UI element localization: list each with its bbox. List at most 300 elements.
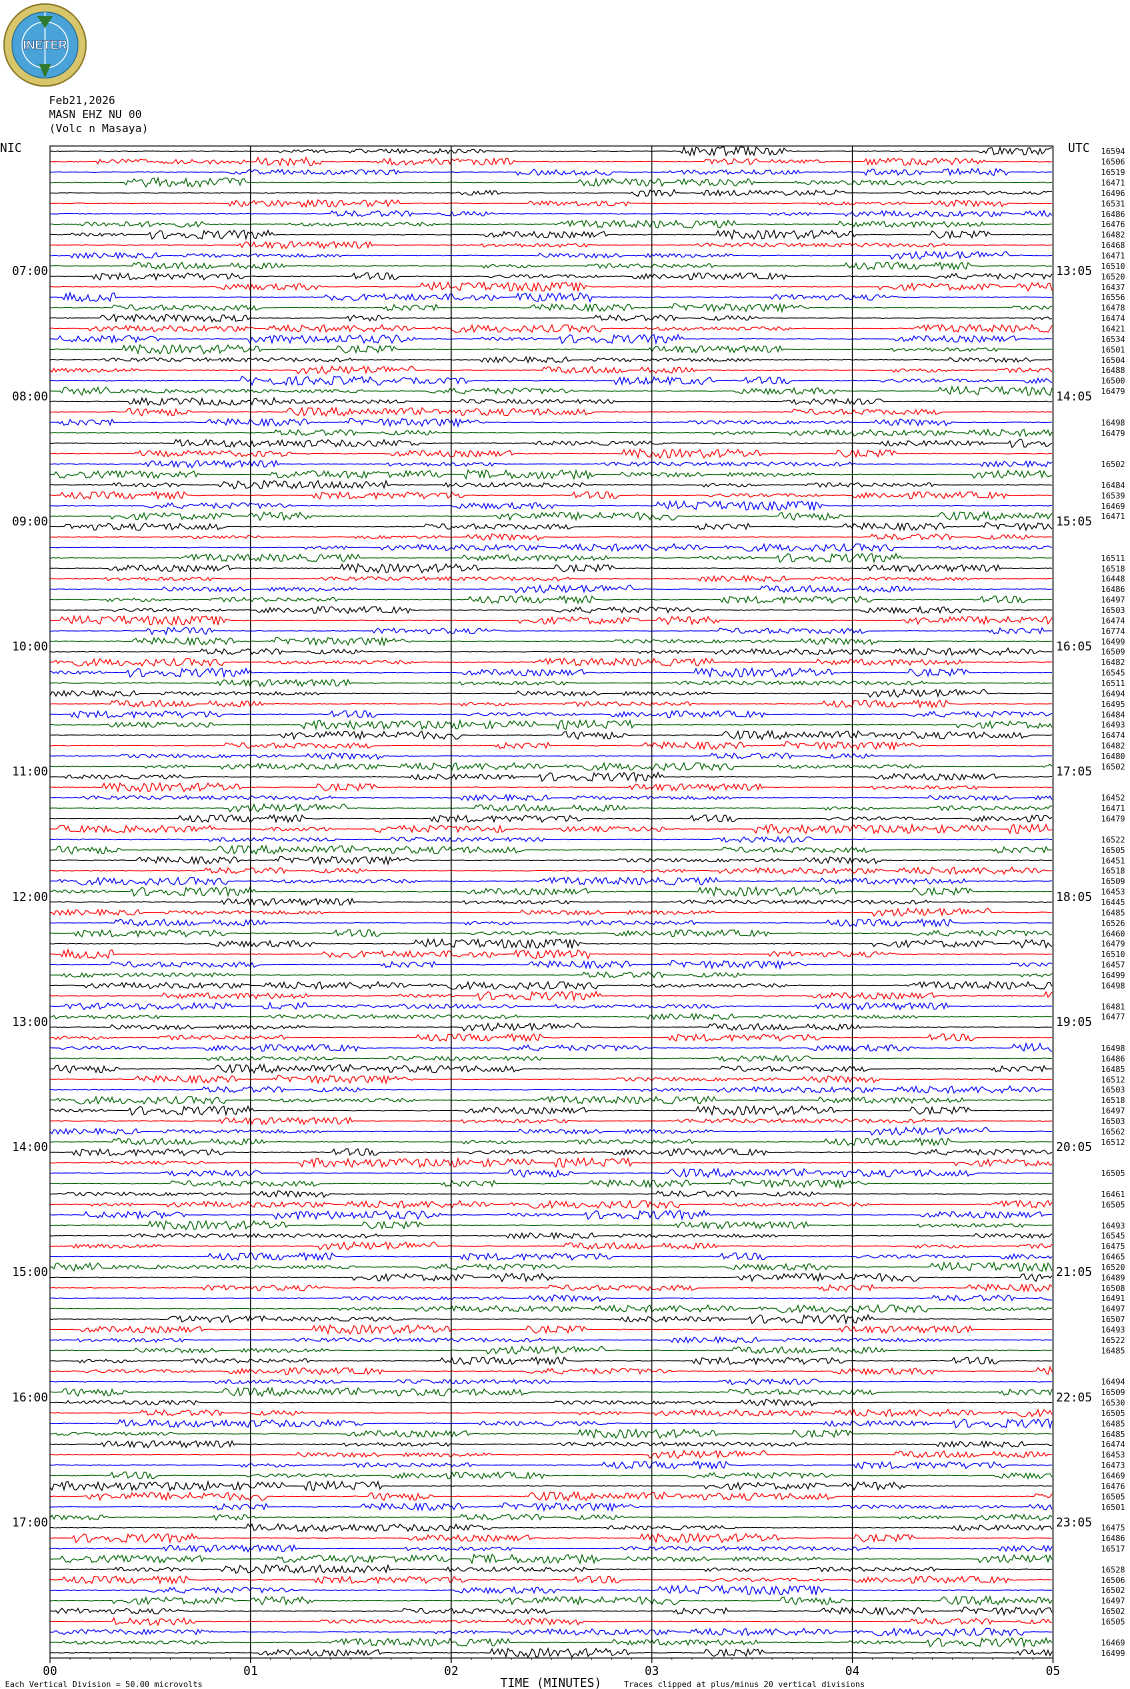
utc-hour-label: 22:05	[1056, 1390, 1093, 1405]
utc-hour-label: 23:05	[1056, 1515, 1093, 1530]
trace-row	[50, 856, 1052, 864]
row-count-label: 16460	[1101, 929, 1126, 939]
trace-row	[50, 815, 1052, 822]
utc-hour-label: 14:05	[1056, 389, 1093, 404]
row-count-label: 16539	[1101, 491, 1126, 501]
traces-group	[50, 147, 1052, 1657]
row-count-label: 16496	[1101, 188, 1126, 198]
row-count-label: 16507	[1101, 1315, 1126, 1325]
trace-row	[50, 950, 1052, 959]
row-count-label: 16474	[1101, 616, 1126, 626]
trace-row	[50, 470, 1052, 479]
trace-row	[50, 314, 1052, 321]
row-count-label: 16469	[1101, 1471, 1126, 1481]
trace-row	[50, 1648, 1052, 1657]
trace-row	[50, 1399, 1052, 1406]
trace-row	[50, 585, 1052, 593]
trace-row	[50, 1492, 1052, 1501]
row-count-label: 16505	[1101, 1492, 1126, 1502]
row-count-label: 16526	[1101, 918, 1126, 928]
trace-row	[50, 887, 1052, 896]
trace-row	[50, 273, 1052, 280]
nic-hour-label: 15:00	[12, 1265, 49, 1280]
row-count-label: 16485	[1101, 1064, 1126, 1074]
trace-row	[50, 1409, 1052, 1416]
row-count-label: 16489	[1101, 1273, 1126, 1283]
trace-row	[50, 1534, 1052, 1543]
row-count-label: 16499	[1101, 1648, 1126, 1658]
row-count-label: 16479	[1101, 939, 1126, 949]
row-count-label: 16509	[1101, 647, 1126, 657]
row-count-label: 16474	[1101, 731, 1126, 741]
row-count-label: 16774	[1101, 626, 1126, 636]
row-count-label: 16485	[1101, 1346, 1126, 1356]
trace-row	[50, 512, 1052, 521]
trace-row	[50, 169, 1052, 176]
trace-row	[50, 961, 1052, 969]
x-tick-label: 01	[243, 1664, 258, 1678]
nic-hour-label: 11:00	[12, 764, 49, 779]
trace-row	[50, 1086, 1052, 1093]
trace-row	[50, 783, 1052, 792]
trace-row	[50, 1233, 1052, 1239]
row-count-label: 16497	[1101, 1596, 1126, 1606]
row-count-label: 16512	[1101, 1137, 1126, 1147]
row-count-label: 16457	[1101, 960, 1126, 970]
trace-row	[50, 366, 1052, 374]
trace-row	[50, 1242, 1052, 1250]
trace-row	[50, 930, 1052, 937]
trace-row	[50, 1263, 1052, 1272]
trace-row	[50, 190, 1052, 197]
row-count-label: 16480	[1101, 752, 1126, 762]
trace-row	[50, 616, 1052, 625]
trace-row	[50, 1367, 1052, 1375]
row-count-label: 16531	[1101, 199, 1126, 209]
row-count-label: 16511	[1101, 553, 1126, 563]
row-count-label: 16477	[1101, 1012, 1126, 1022]
trace-row	[50, 345, 1052, 354]
utc-hour-label: 20:05	[1056, 1140, 1093, 1155]
row-count-label: 16445	[1101, 898, 1126, 907]
trace-row	[50, 1305, 1052, 1312]
row-count-label: 16502	[1101, 1607, 1126, 1617]
row-count-label: 16486	[1101, 1534, 1126, 1544]
nic-hour-label: 12:00	[12, 889, 49, 904]
row-count-label: 16504	[1101, 355, 1126, 365]
row-count-label: 16509	[1101, 1388, 1126, 1398]
row-count-label: 16494	[1101, 1377, 1126, 1387]
row-count-label: 16479	[1101, 387, 1126, 397]
row-count-label: 16488	[1101, 366, 1126, 376]
trace-row	[50, 1514, 1052, 1520]
trace-row	[50, 1106, 1052, 1115]
row-count-label: 16482	[1101, 658, 1126, 668]
row-count-label: 16511	[1101, 679, 1126, 689]
trace-row	[50, 908, 1052, 916]
row-count-label: 16474	[1101, 1440, 1126, 1450]
trace-row	[50, 804, 1052, 812]
labels-group	[0, 141, 1125, 1689]
trace-row	[50, 1044, 1052, 1052]
utc-hour-label: 15:05	[1056, 514, 1093, 529]
row-count-label: 16501	[1101, 345, 1126, 355]
trace-row	[50, 282, 1052, 291]
trace-row	[50, 1419, 1052, 1428]
row-count-label: 16502	[1101, 1586, 1126, 1596]
trace-row	[50, 1034, 1052, 1041]
trace-row	[50, 731, 1052, 740]
trace-row	[50, 1284, 1052, 1291]
trace-row	[50, 596, 1052, 603]
utc-hour-label: 18:05	[1056, 889, 1093, 904]
row-count-label: 16486	[1101, 209, 1126, 219]
trace-row	[50, 554, 1052, 563]
row-count-label: 16562	[1101, 1127, 1126, 1137]
trace-row	[50, 1003, 1052, 1010]
row-count-label: 16469	[1101, 501, 1126, 511]
row-count-label: 16475	[1101, 1523, 1126, 1533]
row-count-label: 16453	[1101, 887, 1126, 897]
trace-row	[50, 939, 1052, 948]
row-count-label: 16485	[1101, 1419, 1126, 1429]
trace-row	[50, 1274, 1052, 1282]
row-count-label: 16520	[1101, 1262, 1126, 1272]
trace-row	[50, 637, 1052, 645]
trace-row	[50, 1253, 1052, 1260]
trace-row	[50, 230, 1052, 239]
trace-row	[50, 773, 1052, 782]
row-count-label: 16498	[1101, 1043, 1126, 1053]
trace-row	[50, 1096, 1052, 1104]
scale-note: Each Vertical Division = 50.00 microvolts	[5, 1680, 203, 1689]
trace-row	[50, 919, 1052, 926]
row-count-label: 16517	[1101, 1544, 1126, 1554]
trace-row	[50, 211, 1052, 217]
trace-row	[50, 325, 1052, 333]
row-count-label: 16505	[1101, 1200, 1126, 1210]
row-count-label: 16522	[1101, 835, 1126, 845]
row-count-label: 16493	[1101, 720, 1126, 730]
row-count-label: 16519	[1101, 168, 1126, 178]
row-count-label: 16545	[1101, 668, 1126, 678]
trace-row	[50, 1596, 1052, 1605]
utc-hour-label: 21:05	[1056, 1265, 1093, 1280]
trace-row	[50, 376, 1052, 385]
trace-row	[50, 689, 1052, 697]
trace-row	[50, 262, 1052, 269]
trace-row	[50, 251, 1052, 259]
trace-row	[50, 1618, 1052, 1625]
trace-row	[50, 408, 1052, 416]
row-count-label: 16461	[1101, 1189, 1126, 1199]
trace-row	[50, 398, 1052, 405]
trace-row	[50, 742, 1052, 750]
row-count-label: 16479	[1101, 814, 1126, 824]
trace-row	[50, 220, 1052, 228]
trace-row	[50, 1388, 1052, 1396]
trace-row	[50, 1158, 1052, 1167]
row-count-label: 16503	[1101, 1085, 1126, 1095]
trace-row	[50, 564, 1052, 573]
station-label: MASN EHZ NU 00	[49, 108, 142, 121]
row-count-label: 16465	[1101, 1252, 1126, 1262]
row-count-label: 16484	[1101, 710, 1126, 720]
trace-row	[50, 658, 1052, 666]
nic-hour-label: 13:00	[12, 1014, 49, 1029]
trace-row	[50, 720, 1052, 729]
trace-row	[50, 1065, 1052, 1073]
trace-row	[50, 1379, 1052, 1384]
row-count-label: 16437	[1101, 282, 1126, 292]
trace-row	[50, 439, 1052, 448]
trace-row	[50, 982, 1052, 990]
trace-row	[50, 1201, 1052, 1209]
row-count-label: 16510	[1101, 950, 1126, 960]
trace-row	[50, 1555, 1052, 1564]
nic-hour-label: 17:00	[12, 1515, 49, 1530]
utc-hour-label: 16:05	[1056, 639, 1093, 654]
trace-row	[50, 1149, 1052, 1156]
trace-row	[50, 1628, 1052, 1635]
row-count-label: 16494	[1101, 689, 1126, 699]
trace-row	[50, 680, 1052, 687]
trace-row	[50, 147, 1052, 156]
trace-row	[50, 972, 1052, 978]
row-count-label: 16498	[1101, 981, 1126, 991]
trace-row	[50, 1503, 1052, 1511]
trace-row	[50, 418, 1052, 426]
x-axis-label: TIME (MINUTES)	[500, 1676, 602, 1689]
trace-row	[50, 1545, 1052, 1552]
x-tick-label: 02	[443, 1664, 459, 1678]
utc-hour-label: 19:05	[1056, 1014, 1093, 1029]
trace-row	[50, 1180, 1052, 1188]
row-count-label: 16486	[1101, 585, 1126, 595]
plot-frame	[50, 146, 1053, 1663]
row-count-label: 16484	[1101, 480, 1126, 490]
trace-row	[50, 607, 1052, 614]
row-count-label: 16485	[1101, 1429, 1126, 1439]
row-count-label: 16482	[1101, 230, 1126, 240]
trace-row	[50, 1221, 1052, 1230]
utc-hour-label: 13:05	[1056, 264, 1093, 279]
trace-row	[50, 837, 1052, 842]
trace-row	[50, 523, 1052, 531]
row-count-label: 16534	[1101, 334, 1126, 344]
trace-row	[50, 1295, 1052, 1302]
trace-row	[50, 648, 1052, 655]
nic-hour-label: 07:00	[12, 264, 49, 279]
row-count-label: 16471	[1101, 804, 1126, 814]
trace-row	[50, 461, 1052, 468]
trace-row	[50, 293, 1052, 302]
trace-row	[50, 1638, 1052, 1647]
trace-row	[50, 1315, 1052, 1324]
row-count-label: 16520	[1101, 272, 1126, 282]
row-count-label: 16503	[1101, 606, 1126, 616]
trace-row	[50, 1075, 1052, 1083]
trace-row	[50, 627, 1052, 634]
x-tick-label: 00	[42, 1664, 58, 1678]
trace-row	[50, 429, 1052, 436]
row-count-label: 16469	[1101, 1638, 1126, 1648]
trace-row	[50, 1118, 1052, 1125]
trace-row	[50, 1346, 1052, 1354]
trace-row	[50, 357, 1052, 363]
row-count-label: 16476	[1101, 1481, 1126, 1491]
trace-row	[50, 1357, 1052, 1364]
row-count-label: 16502	[1101, 762, 1126, 772]
row-count-label: 16505	[1101, 1408, 1126, 1418]
row-count-label: 16479	[1101, 428, 1126, 438]
row-count-label: 16518	[1101, 564, 1126, 574]
row-count-label: 16528	[1101, 1565, 1126, 1575]
row-count-label: 16493	[1101, 1325, 1126, 1335]
row-count-label: 16594	[1101, 147, 1126, 157]
row-count-label: 16506	[1101, 157, 1126, 167]
trace-row	[50, 1565, 1052, 1573]
row-count-label: 16518	[1101, 866, 1126, 876]
row-count-label: 16503	[1101, 1116, 1126, 1126]
trace-row	[50, 1429, 1052, 1438]
row-count-label: 16448	[1101, 574, 1126, 584]
trace-row	[50, 668, 1052, 677]
trace-row	[50, 449, 1052, 458]
trace-row	[50, 1462, 1052, 1469]
row-count-label: 16493	[1101, 1221, 1126, 1231]
trace-row	[50, 1023, 1052, 1031]
row-count-label: 16474	[1101, 314, 1126, 324]
left-axis-label: NIC	[0, 141, 22, 155]
trace-row	[50, 1607, 1052, 1615]
trace-row	[50, 753, 1052, 760]
row-count-label: 16497	[1101, 595, 1126, 605]
row-count-label: 16530	[1101, 1398, 1126, 1408]
logo-text: INETER	[22, 38, 68, 52]
row-count-label: 16510	[1101, 261, 1126, 271]
trace-row	[50, 1586, 1052, 1595]
row-count-label: 16545	[1101, 1231, 1126, 1241]
row-count-label: 16421	[1101, 324, 1126, 334]
x-tick-label: 04	[845, 1664, 860, 1678]
row-count-label: 16482	[1101, 741, 1126, 751]
trace-row	[50, 387, 1052, 396]
row-count-label: 16497	[1101, 1304, 1126, 1314]
trace-row	[50, 1127, 1052, 1135]
row-count-label: 16468	[1101, 241, 1126, 251]
row-count-label: 16473	[1101, 1461, 1126, 1471]
trace-row	[50, 1441, 1052, 1448]
trace-row	[50, 335, 1052, 344]
row-count-label: 16498	[1101, 418, 1126, 428]
trace-row	[50, 492, 1052, 499]
trace-row	[50, 1169, 1052, 1177]
row-count-label: 16478	[1101, 303, 1126, 313]
trace-row	[50, 304, 1052, 312]
row-count-label: 16506	[1101, 1575, 1126, 1585]
trace-row	[50, 992, 1052, 1001]
trace-row	[50, 1524, 1052, 1532]
utc-hour-label: 17:05	[1056, 764, 1093, 779]
row-count-label: 16509	[1101, 877, 1126, 887]
trace-row	[50, 200, 1052, 207]
trace-row	[50, 899, 1052, 906]
row-count-label: 16453	[1101, 1450, 1126, 1460]
row-count-label: 16495	[1101, 699, 1126, 709]
trace-row	[50, 711, 1052, 718]
x-tick-label: 03	[644, 1664, 660, 1678]
row-count-label: 16505	[1101, 1617, 1126, 1627]
row-count-label: 16501	[1101, 1502, 1126, 1512]
row-count-label: 16451	[1101, 856, 1126, 866]
trace-row	[50, 178, 1052, 187]
trace-row	[50, 846, 1052, 855]
trace-row	[50, 481, 1052, 489]
row-count-label: 16508	[1101, 1283, 1126, 1293]
clip-note: Traces clipped at plus/minus 20 vertical divisions	[624, 1680, 865, 1689]
location-label: (Volc n Masaya)	[49, 122, 149, 135]
trace-row	[50, 867, 1052, 874]
trace-row	[50, 763, 1052, 770]
trace-row	[50, 242, 1052, 249]
row-count-label: 16512	[1101, 1075, 1126, 1085]
date-label: Feb21,2026	[49, 94, 116, 107]
trace-row	[50, 1451, 1052, 1459]
nic-hour-label: 16:00	[12, 1390, 49, 1405]
trace-row	[50, 501, 1052, 510]
nic-hour-label: 14:00	[12, 1140, 49, 1155]
trace-row	[50, 1014, 1052, 1020]
trace-row	[50, 544, 1052, 551]
trace-row	[50, 825, 1052, 834]
row-count-label: 16471	[1101, 251, 1126, 261]
row-count-label: 16502	[1101, 460, 1126, 470]
trace-row	[50, 700, 1052, 707]
x-tick-label: 05	[1045, 1664, 1061, 1678]
row-count-label: 16471	[1101, 178, 1126, 188]
trace-row	[50, 1325, 1052, 1334]
row-count-label: 16481	[1101, 1002, 1126, 1012]
row-count-label: 16556	[1101, 293, 1126, 303]
trace-row	[50, 1576, 1052, 1583]
row-count-label: 16505	[1101, 1169, 1126, 1179]
row-count-label: 16485	[1101, 908, 1126, 918]
row-count-label: 16486	[1101, 1054, 1126, 1064]
trace-row	[50, 1337, 1052, 1343]
row-count-label: 16475	[1101, 1242, 1126, 1252]
row-count-label: 16505	[1101, 845, 1126, 855]
trace-row	[50, 1481, 1052, 1490]
right-axis-label: UTC	[1068, 141, 1090, 155]
row-count-label: 16522	[1101, 1335, 1126, 1345]
trace-row	[50, 534, 1052, 541]
nic-hour-label: 09:00	[12, 514, 49, 529]
row-count-label: 16452	[1101, 793, 1126, 803]
nic-hour-label: 10:00	[12, 639, 49, 654]
trace-row	[50, 576, 1052, 582]
row-count-label: 16497	[1101, 1106, 1126, 1116]
row-count-label: 16491	[1101, 1294, 1126, 1304]
trace-row	[50, 1211, 1052, 1220]
trace-row	[50, 1056, 1052, 1062]
trace-row	[50, 1138, 1052, 1145]
row-count-label: 16499	[1101, 637, 1126, 647]
row-count-label: 16518	[1101, 1096, 1126, 1106]
row-count-label: 16499	[1101, 970, 1126, 980]
row-count-label: 16471	[1101, 512, 1126, 522]
trace-row	[50, 157, 1052, 165]
